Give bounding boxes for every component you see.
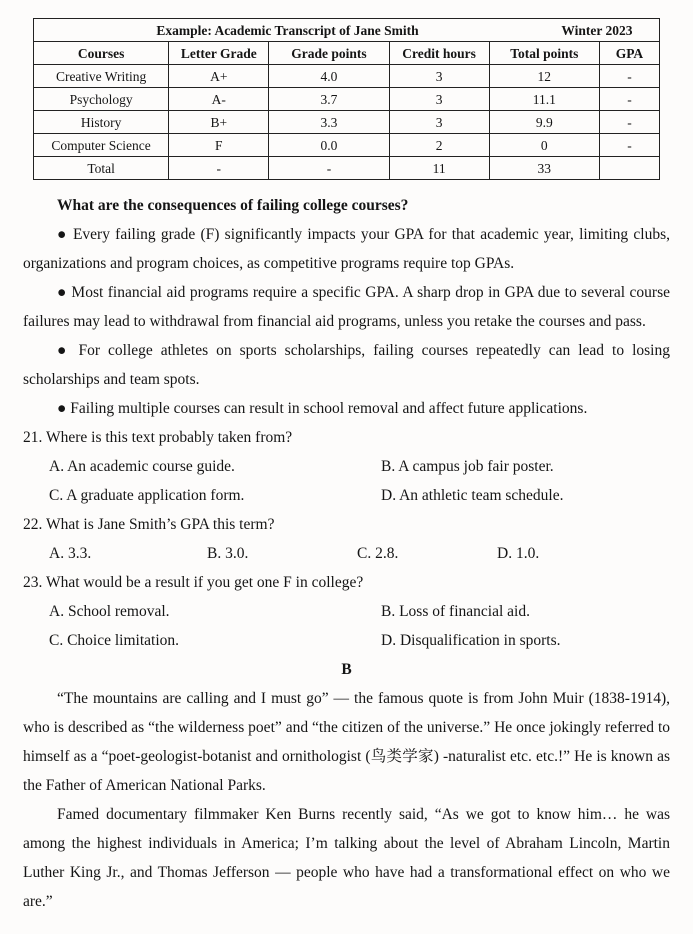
col-header-total-points: Total points: [489, 42, 599, 65]
table-cell: Creative Writing: [34, 65, 169, 88]
col-header-grade-points: Grade points: [269, 42, 389, 65]
table-cell: 11: [389, 157, 489, 180]
option-22-c: C. 2.8.: [357, 545, 399, 562]
table-cell: Total: [34, 157, 169, 180]
table-cell: 2: [389, 134, 489, 157]
option-23-b: B. Loss of financial aid.: [381, 603, 530, 620]
option-22-d: D. 1.0.: [497, 545, 540, 562]
table-cell: A+: [169, 65, 269, 88]
table-cell: 3: [389, 88, 489, 111]
table-cell: 4.0: [269, 65, 389, 88]
table-cell: B+: [169, 111, 269, 134]
option-23-d: D. Disqualification in sports.: [381, 632, 561, 649]
question-number: 22.: [23, 516, 43, 533]
section-b-label: B: [341, 661, 352, 678]
table-cell: [599, 157, 659, 180]
table-cell: 3: [389, 111, 489, 134]
table-row: [34, 134, 660, 157]
passage-heading: What are the consequences of failing college courses?: [57, 197, 409, 214]
question-23: [23, 568, 670, 655]
col-header-letter-grade: Letter Grade: [169, 42, 269, 65]
table-cell: -: [599, 111, 659, 134]
table-cell: A-: [169, 88, 269, 111]
table-row: [34, 65, 660, 88]
bullet-paragraph: ● Most financial aid programs require a specific GPA. A sharp drop in GPA due to several course failures may lead to withdrawal from financial aid programs, unless you retake the courses and pass.: [23, 284, 670, 330]
table-cell: 3: [389, 65, 489, 88]
table-cell: 11.1: [489, 88, 599, 111]
table-header-row: [34, 42, 660, 65]
bullet-paragraph: ● Every failing grade (F) significantly impacts your GPA for that academic year, limiting clubs, organizations and program choices, as competitive programs require top GPAs.: [23, 226, 670, 272]
table-cell: Psychology: [34, 88, 169, 111]
option-23-a: A. School removal.: [49, 603, 170, 620]
table-cell: -: [269, 157, 389, 180]
table-cell: Computer Science: [34, 134, 169, 157]
question-text: What is Jane Smith’s GPA this term?: [45, 516, 275, 533]
table-cell: 33: [489, 157, 599, 180]
table-cell: -: [599, 88, 659, 111]
table-title-cell: [34, 19, 660, 42]
question-text: What would be a result if you get one F in college?: [45, 574, 364, 591]
table-row: [34, 111, 660, 134]
option-23-c: C. Choice limitation.: [49, 632, 180, 649]
question-number: 21.: [23, 429, 43, 446]
bullet-paragraph: ● For college athletes on sports scholarships, failing courses repeatedly can lead to losing scholarships and team spots.: [23, 342, 670, 388]
table-cell: 0.0: [269, 134, 389, 157]
table-cell: -: [599, 65, 659, 88]
table-cell: 12: [489, 65, 599, 88]
option-21-d: D. An athletic team schedule.: [381, 487, 564, 504]
table-cell: History: [34, 111, 169, 134]
question-text: Where is this text probably taken from?: [45, 429, 293, 446]
table-title-row: [34, 19, 660, 42]
option-21-b: B. A campus job fair poster.: [381, 458, 554, 475]
table-cell: -: [169, 157, 269, 180]
table-cell: 3.7: [269, 88, 389, 111]
option-22-a: A. 3.3.: [49, 545, 92, 562]
option-21-c: C. A graduate application form.: [49, 487, 245, 504]
table-cell: 3.3: [269, 111, 389, 134]
table-title: Example: Academic Transcript of Jane Smith: [156, 22, 419, 38]
col-header-courses: Courses: [34, 42, 169, 65]
question-21: [23, 423, 670, 510]
passage-b-paragraph: Famed documentary filmmaker Ken Burns recently said, “As we got to know him… he was among the highest individuals in America; I’m talking about the level of Abraham Lincoln, Martin Luther King Jr., and Thomas Jefferson — people who have had a transformational effect on who we are.”: [23, 806, 670, 910]
passage-a: [23, 191, 670, 916]
table-row: [34, 157, 660, 180]
table-cell: 9.9: [489, 111, 599, 134]
table-row: [34, 88, 660, 111]
transcript-table: [33, 18, 660, 180]
table-cell: 0: [489, 134, 599, 157]
option-22-b: B. 3.0.: [207, 545, 249, 562]
option-21-a: A. An academic course guide.: [49, 458, 235, 475]
bullet-paragraph: ● Failing multiple courses can result in school removal and affect future applications.: [57, 400, 588, 417]
question-number: 23.: [23, 574, 43, 591]
table-term: Winter 2023: [561, 22, 633, 38]
col-header-credit-hours: Credit hours: [389, 42, 489, 65]
table-cell: F: [169, 134, 269, 157]
col-header-gpa: GPA: [599, 42, 659, 65]
table-cell: -: [599, 134, 659, 157]
question-22: [23, 510, 670, 568]
passage-b-paragraph: “The mountains are calling and I must go” — the famous quote is from John Muir (1838-1914), who is described as “the wilderness poet” and “the citizen of the universe.” He once jokingly referred to himself as a “poet-geologist-botanist and ornithologist (鸟类学家) -naturalist etc. etc.!” He is known as the Father of American National Parks.: [23, 690, 670, 794]
